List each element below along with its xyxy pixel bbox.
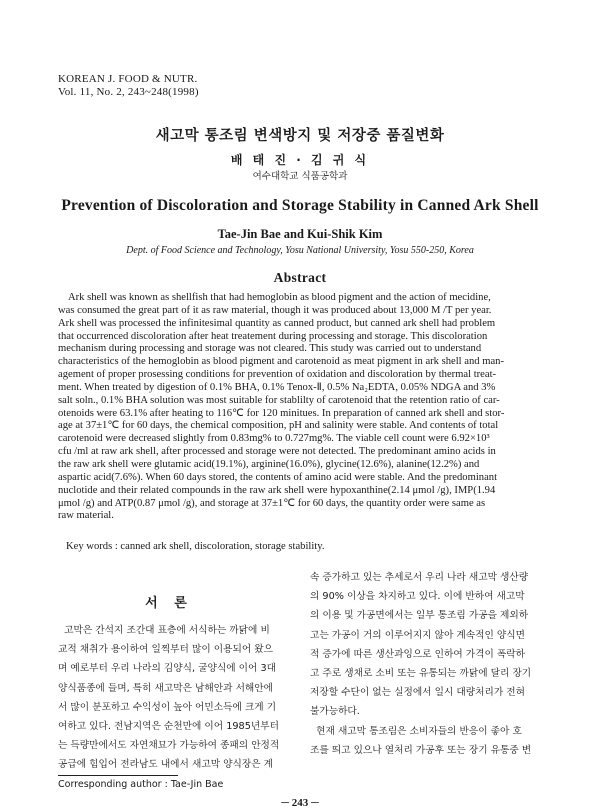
- abstract-line: otenoids were 63.1% after heating to 116℃ for 120 minitues. In preparation of canned ark shell and stor-: [58, 407, 505, 419]
- english-authors: Tae-Jin Bae and Kui-Shik Kim: [217, 227, 383, 241]
- korean-affiliation: 여수대학교 식품공학과: [252, 171, 348, 182]
- abstract-line: carotenoid were decreased slightly from 0.83mg% to 0.727mg%. The viable cell count were 6.92×10³: [58, 433, 490, 445]
- english-affiliation: Dept. of Food Science and Technology, Yosu National University, Yosu 550-250, Korea: [126, 245, 474, 256]
- body-text-line: 조를 띄고 있으나 열처리 가공후 또는 장기 유통중 변: [310, 744, 532, 756]
- body-text-line: 고는 가공이 거의 이루어지지 않아 계속적인 양식면: [310, 629, 525, 641]
- body-text-line: 의 이용 및 가공면에서는 일부 통조림 가공을 제외하: [310, 610, 529, 622]
- corresponding-author-footnote: Corresponding author : Tae-Jin Bae: [58, 779, 224, 790]
- abstract-line: aspartic acid(7.6%). When 60 days stored, the contents of amino acid were stable. And the predominant: [58, 471, 498, 483]
- abstract-line: ment. When treated by digestion of 0.1% BHA, 0.1% Tenox-Ⅱ, 0.5% Na₂EDTA, 0.05% NDGA and 3%: [58, 381, 496, 393]
- journal-name: KOREAN J. FOOD & NUTR.: [58, 73, 198, 85]
- body-text-line: 속 증가하고 있는 추세로서 우리 나라 새고막 생산량: [310, 572, 529, 583]
- abstract-line: salt soln., 0.1% BHA solution was most suitable for stablilty of carotenoid that the retention ratio of car-: [58, 394, 500, 406]
- body-text-line: 의 90% 이상을 차지하고 있다. 이에 반하여 새고막: [310, 591, 525, 603]
- body-text-line: 저장할 수단이 없는 실정에서 일시 대량처리가 전혀: [310, 687, 525, 699]
- abstract-line: Ark shell was known as shellfish that had hemoglobin as blood pigment and the action of mecidine,: [58, 292, 491, 303]
- korean-authors: 배 태 진 · 김 귀 식: [230, 153, 370, 167]
- body-text-line: 서 많이 분포하고 수익성이 높아 어민소득에 크게 기: [58, 701, 277, 713]
- body-column-right: [310, 568, 542, 760]
- body-column-left: [58, 621, 290, 775]
- body-text-line: 는 득량만에서도 자연채묘가 가능하여 종패의 안정적: [58, 740, 280, 752]
- body-text-line: 불가능하다.: [310, 706, 360, 718]
- abstract-line: raw material.: [58, 510, 114, 522]
- body-text-line: 고막은 간석지 조간대 표층에 서식하는 까닭에 비: [58, 625, 270, 636]
- abstract-line: the raw ark shell were glutamic acid(19.1%), arginine(16.0%), glycine(12.6%), alanine(12.2%) and: [58, 458, 480, 470]
- abstract-body: [58, 292, 540, 523]
- body-text-line: 교적 채취가 용이하여 일찍부터 많이 이용되어 왔으: [58, 644, 273, 656]
- body-text-line: 적 증가에 따른 생산과잉으로 인하여 가격이 폭락하: [310, 648, 525, 660]
- body-text-line: 여하고 있다. 전남지역은 순천만에 이어 1985년부터: [58, 721, 279, 733]
- abstract-line: age at 37±1℃ for 60 days, the chemical composition, pH and salinity were stable. And contents of total: [58, 420, 499, 432]
- keywords: Key words : canned ark shell, discoloration, storage stability.: [66, 541, 325, 552]
- abstract-line: mechanism during processing and storage was not cleared. This study was carried out to understand: [58, 343, 482, 355]
- korean-title: 새고막 통조림 변색방지 및 저장중 품질변화: [155, 128, 445, 144]
- abstract-heading: Abstract: [273, 270, 327, 285]
- abstract-line: that occurrenced discoloration after heat treatement during processing and storage. This discoloration: [58, 330, 488, 342]
- section-heading-introduction: 서 론: [145, 596, 193, 611]
- abstract-line: nuclotide and their related compounds in the raw ark shell were hypoxanthine(2.14 μmol /g), IMP(1.94: [58, 484, 496, 496]
- abstract-line: Ark shell was processed the infinitesimal quantity as canned product, but canned ark shell had problem: [58, 317, 496, 329]
- abstract-line: agement of proper prosessing conditions for prevention of oxidation and discoloration by thermal treat-: [58, 369, 497, 381]
- body-text-line: 공급에 힘입어 전라남도 내에서 새고막 양식장은 계: [58, 759, 273, 771]
- page-number: ─ 243 ─: [281, 797, 319, 809]
- body-text-line: 며 예로부터 우리 나라의 김양식, 굴양식에 이어 3대: [58, 663, 276, 675]
- abstract-line: characteristics of the hemoglobin as blood pigment and carotenoid as meat pigment in ark shell and man-: [58, 356, 504, 368]
- abstract-line: μmol /g) and ATP(0.87 μmol /g), and storage at 37±1℃ for 60 days, the quantity order were same as: [58, 497, 486, 509]
- volume-info: Vol. 11, No. 2, 243~248(1998): [58, 86, 199, 98]
- body-text-line: 현재 새고막 통조림은 소비자들의 반응이 좋아 호: [310, 725, 522, 737]
- english-title: Prevention of Discoloration and Storage Stability in Canned Ark Shell: [61, 197, 539, 214]
- body-text-line: 양식품종에 들며, 특히 새고막은 남해안과 서해안에: [58, 682, 273, 694]
- journal-header: [58, 73, 199, 99]
- abstract-line: cfu /ml at raw ark shell, after processed and storage were not detected. The predominant amino acids in: [58, 446, 496, 458]
- abstract-line: was consumed the great part of it as raw material, though it was produced about 13,000 M /T per year.: [58, 304, 492, 316]
- footnote-divider: [58, 775, 178, 776]
- body-text-line: 고 주로 생채로 소비 또는 유통되는 까닭에 달리 장기: [310, 668, 532, 680]
